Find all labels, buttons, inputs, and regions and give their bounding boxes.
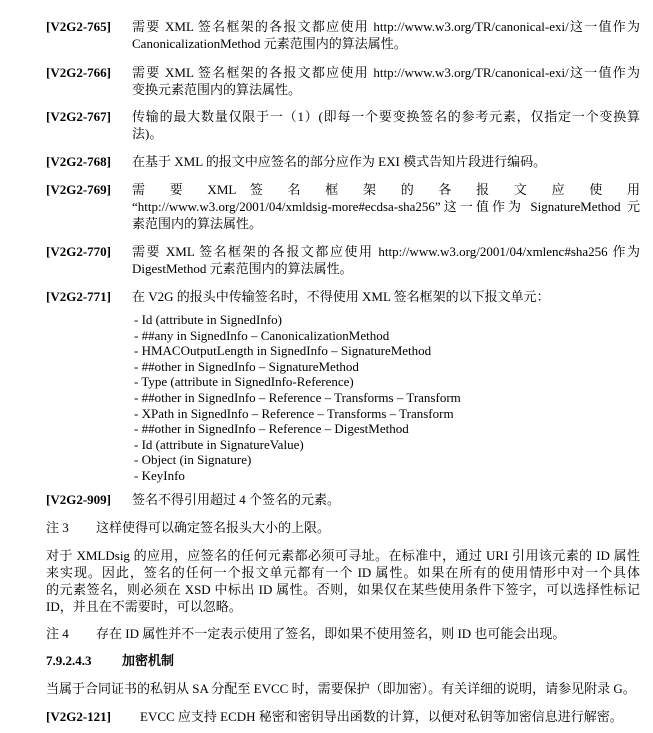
requirement-id: [V2G2-769] — [46, 182, 111, 197]
text-line: ID，并且在不需要时，可以忽略。 — [46, 599, 242, 614]
text-line: “http://www.w3.org/2001/04/xmldsig-more#ecdsa-sha256”这一值作为 SignatureMethod 元 — [132, 199, 640, 214]
text-line: 对于 XMLDsig 的应用，应签名的任何元素都必须可寻址。在标准中，通过 URI 引用该元素的 ID 属性 — [46, 548, 640, 563]
note-text: 存在 ID 属性并不一定表示使用了签名，即如果不使用签名，则 ID 也可能会出现。 — [96, 626, 566, 641]
requirement-id: [V2G2-771] — [46, 289, 111, 304]
requirement-text — [132, 153, 640, 170]
section-number: 7.9.2.4.3 — [46, 653, 92, 668]
text-line: EVCC 应支持 ECDH 秘密和密钥导出函数的计算，以便对私钥等加密信息进行解密。 — [140, 709, 623, 724]
requirement-id: [V2G2-765] — [46, 19, 111, 34]
list-item: - XPath in SignedInfo – Reference – Transforms – Transform — [134, 405, 454, 421]
text-line: 素范围内的算法属性。 — [132, 216, 263, 231]
requirement-id: [V2G2-770] — [46, 244, 111, 259]
text-line: 在 V2G 的报头中传输签名时，不得使用 XML 签名框架的以下报文单元： — [132, 289, 550, 304]
requirement-text — [132, 491, 640, 508]
requirement-text — [132, 181, 640, 232]
list-item: - Type (attribute in SignedInfo-Reference) — [134, 374, 354, 390]
text-line: CanonicalizationMethod 元素范围内的算法属性。 — [132, 36, 407, 51]
text-line: 法)。 — [132, 126, 163, 141]
text-line: 需要 XML 签名框架的各报文都应使用 http://www.w3.org/2001/04/xmlenc#sha256 作为 — [132, 244, 640, 259]
list-item: - Id (attribute in SignatureValue) — [134, 436, 304, 452]
requirement-text — [132, 108, 640, 142]
requirement-text — [132, 18, 640, 52]
requirement-text — [140, 708, 648, 725]
list-item: - ##other in SignedInfo – Reference – Transforms – Transform — [134, 389, 461, 405]
text-line: 传输的最大数量仅限于一（1）(即每一个要变换签名的参考元素，仅指定一个变换算 — [132, 109, 640, 124]
requirement-id: [V2G2-767] — [46, 109, 111, 124]
note-text: 这样使得可以确定签名报头大小的上限。 — [96, 520, 331, 535]
text-line: 在基于 XML 的报文中应签名的部分应作为 EXI 模式告知片段进行编码。 — [132, 154, 547, 169]
requirement-text — [132, 288, 640, 305]
excluded-elements-list — [134, 312, 634, 484]
list-item: - ##other in SignedInfo – Reference – DigestMethod — [134, 421, 409, 437]
list-item: - KeyInfo — [134, 467, 185, 483]
requirement-text — [132, 243, 640, 277]
requirement-text — [132, 64, 640, 98]
text-line: 需要 XML 签名框架的各报文都应使用 http://www.w3.org/TR/canonical-exi/这一值作为 — [132, 65, 640, 80]
section-title: 加密机制 — [122, 653, 175, 668]
note-label: 注 3 — [46, 520, 69, 535]
text-line: 来实现。因此，签名的任何一个报文单元都有一个 ID 属性。如果在所有的使用情形中对一个具体 — [46, 565, 640, 580]
text-line: 需 要 XML 签 名 框 架 的 各 报 文 应 使 用 — [132, 182, 640, 197]
text-line: 需要 XML 签名框架的各报文都应使用 http://www.w3.org/TR/canonical-exi/这一值作为 — [132, 19, 640, 34]
list-item: - Object (in Signature) — [134, 452, 252, 468]
list-item: - ##any in SignedInfo – CanonicalizationMethod — [134, 327, 390, 343]
text-line: 的元素签名，则必须在 XSD 中标出 ID 属性。否则，如果仅在某些使用条件下签字，可以选择性标记 — [46, 582, 640, 597]
text-line: 当属于合同证书的私钥从 SA 分配至 EVCC 时，需要保护（即加密）。有关详细的说明，请参见附录 G。 — [46, 681, 636, 696]
encryption-paragraph — [46, 680, 640, 697]
note-label: 注 4 — [46, 626, 69, 641]
list-item: - HMACOutputLength in SignedInfo – SignatureMethod — [134, 343, 432, 359]
requirement-id: [V2G2-121] — [46, 709, 111, 724]
list-item: - Id (attribute in SignedInfo) — [134, 312, 283, 327]
xmldsig-paragraph — [46, 547, 640, 615]
text-line: 变换元素范围内的算法属性。 — [132, 82, 302, 97]
text-line: DigestMethod 元素范围内的算法属性。 — [132, 261, 353, 276]
list-item: - ##other in SignedInfo – SignatureMethod — [134, 358, 359, 374]
text-line: 签名不得引用超过 4 个签名的元素。 — [132, 492, 341, 507]
requirement-id: [V2G2-768] — [46, 154, 111, 169]
requirement-id: [V2G2-909] — [46, 492, 111, 507]
requirement-id: [V2G2-766] — [46, 65, 111, 80]
